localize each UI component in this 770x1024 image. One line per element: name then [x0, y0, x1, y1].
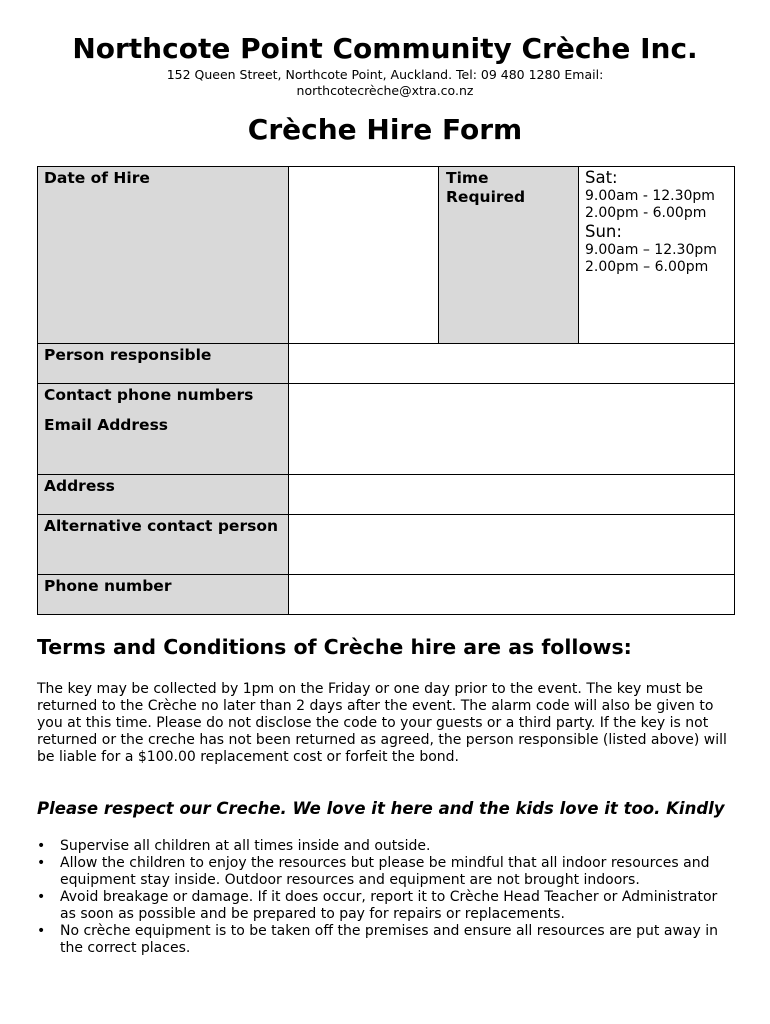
saturday-label: Sat: — [585, 168, 618, 187]
phone-number-field[interactable] — [289, 575, 735, 615]
alternative-contact-field[interactable] — [289, 515, 735, 575]
saturday-slot-morning: 9.00am - 12.30pm — [585, 188, 715, 204]
list-item — [37, 889, 737, 923]
rule-text: No crèche equipment is to be taken off the premises and ensure all resources are put away in the correct places. — [60, 923, 718, 956]
list-item — [37, 855, 737, 889]
bullet-icon: • — [37, 889, 46, 905]
rules-list — [37, 838, 737, 957]
terms-body: The key may be collected by 1pm on the Friday or one day prior to the event. The key must be returned to the Crèche no later than 2 days after the event. The alarm code will also be given to you at this time. Please do not disclose the code to your guests or a third party. If the key is not returned or the creche has not been returned as agreed, the person responsible (listed above) will be liable for a $100.00 replacement cost or forfeit the bond. — [37, 681, 727, 765]
date-of-hire-label: Date of Hire — [38, 167, 289, 344]
contact-phone-label: Contact phone numbers — [44, 386, 254, 404]
contact-field[interactable] — [289, 384, 735, 475]
list-item — [37, 923, 737, 957]
rule-text: Supervise all children at all times inside and outside. — [60, 838, 431, 854]
list-item — [37, 838, 737, 855]
date-of-hire-field[interactable] — [289, 167, 439, 344]
organisation-name: Northcote Point Community Crèche Inc. — [72, 32, 698, 65]
organisation-address: 152 Queen Street, Northcote Point, Auckland. Tel: 09 480 1280 Email: northcotecrèche@xtra.co.nz — [166, 67, 604, 98]
person-responsible-label: Person responsible — [38, 344, 289, 384]
bullet-icon: • — [37, 855, 46, 871]
rule-text: Allow the children to enjoy the resources but please be mindful that all indoor resources and equipment stay inside. Outdoor resources and equipment are not brought indoors. — [60, 855, 710, 888]
alternative-contact-label: Alternative contact person — [38, 515, 289, 575]
hire-details-table — [37, 166, 735, 615]
sunday-slot-morning: 9.00am – 12.30pm — [585, 242, 717, 258]
terms-heading: Terms and Conditions of Crèche hire are as follows: — [37, 635, 632, 659]
sunday-slot-afternoon: 2.00pm – 6.00pm — [585, 259, 709, 275]
contact-labels-cell — [38, 384, 289, 475]
phone-number-label: Phone number — [38, 575, 289, 615]
bullet-icon: • — [37, 923, 46, 939]
bullet-icon: • — [37, 838, 46, 854]
time-required-label: Time Required — [439, 167, 579, 344]
saturday-slot-afternoon: 2.00pm - 6.00pm — [585, 205, 707, 221]
time-schedule — [579, 167, 735, 344]
person-responsible-field[interactable] — [289, 344, 735, 384]
sunday-label: Sun: — [585, 222, 622, 241]
form-title: Crèche Hire Form — [247, 113, 523, 146]
email-address-label: Email Address — [44, 416, 169, 434]
respect-statement: Please respect our Creche. We love it here and the kids love it too. Kindly — [37, 799, 725, 818]
address-field[interactable] — [289, 475, 735, 515]
address-label: Address — [38, 475, 289, 515]
rule-text: Avoid breakage or damage. If it does occur, report it to Crèche Head Teacher or Administrator as soon as possible and be prepared to pay for repairs or replacements. — [60, 889, 718, 922]
